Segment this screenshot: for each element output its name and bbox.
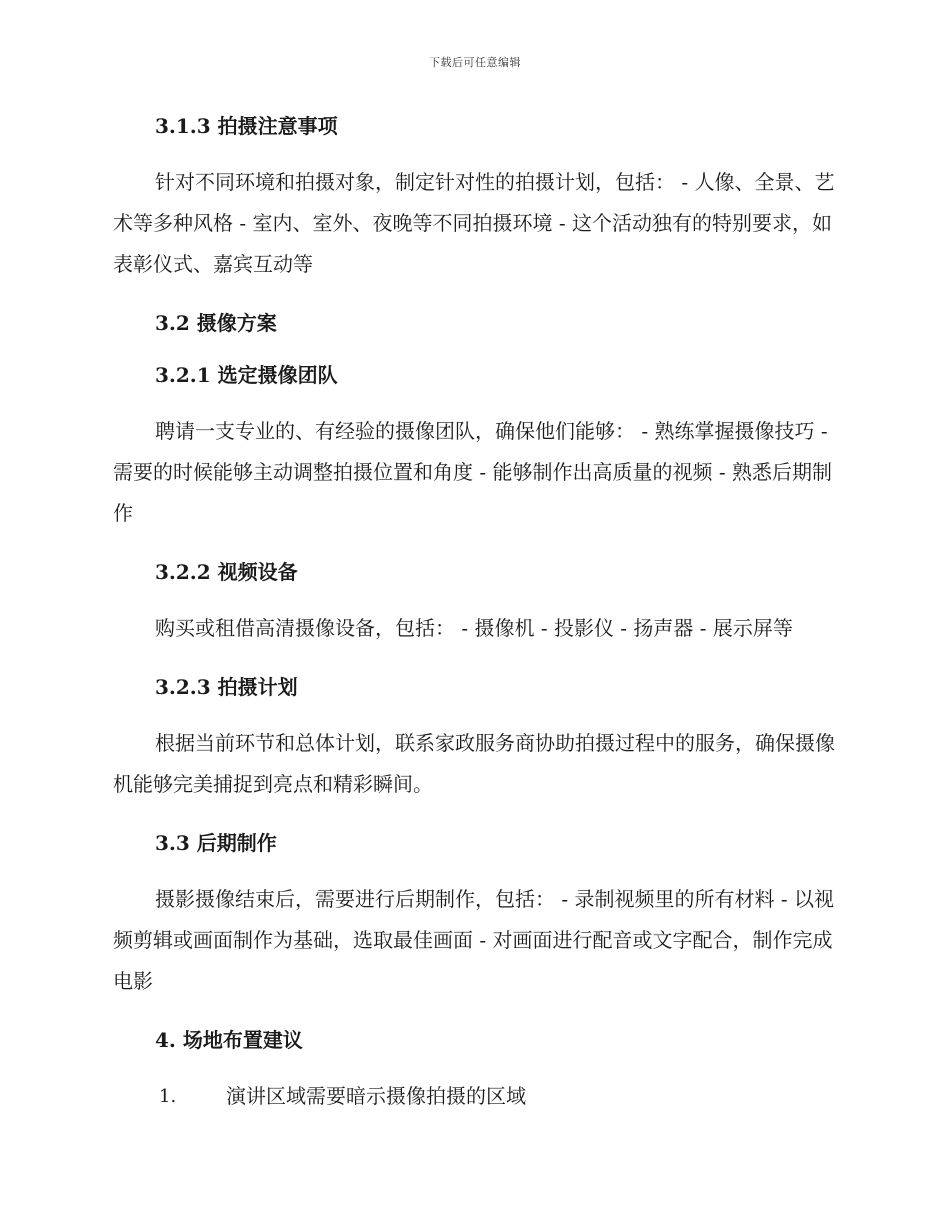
section-3-2-heading: 3.2 摄像方案 — [155, 311, 277, 335]
list-item-text: 演讲区域需要暗示摄像拍摄的区域 — [226, 1084, 526, 1108]
section-3-2-1-paragraph: 聘请一支专业的、有经验的摄像团队，确保他们能够： - 熟练掌握摄像技巧 - 需要的时候能够主动调整拍摄位置和角度 - 能够制作出高质量的视频 - 熟悉后期制作 — [113, 419, 832, 525]
section-3-3-heading: 3.3 后期制作 — [155, 831, 277, 855]
section-3-2-1-heading: 3.2.1 选定摄像团队 — [155, 363, 338, 387]
section-3-2-3-paragraph: 根据当前环节和总体计划，联系家政服务商协助拍摄过程中的服务，确保摄像机能够完美捕捉到亮点和精彩瞬间。 — [113, 731, 835, 796]
header-note: 下载后可任意编辑 — [429, 56, 521, 69]
section-3-2-3-heading: 3.2.3 拍摄计划 — [155, 675, 298, 699]
document-body — [113, 110, 837, 1117]
section-3-1-3-heading: 3.1.3 拍摄注意事项 — [155, 114, 338, 138]
list-item — [113, 1076, 837, 1117]
list-item-number: 1. — [159, 1086, 177, 1107]
section-3-2-2-heading: 3.2.2 视频设备 — [155, 560, 298, 584]
section-3-2-2-paragraph: 购买或租借高清摄像设备，包括： - 摄像机 - 投影仪 - 扬声器 - 展示屏等 — [155, 616, 793, 640]
section-3-1-3-paragraph: 针对不同环境和拍摄对象，制定针对性的拍摄计划，包括： - 人像、全景、艺术等多种风格 - 室内、室外、夜晚等不同拍摄环境 - 这个活动独有的特别要求，如表彰仪式、嘉宾互动等 — [113, 170, 835, 276]
section-3-3-paragraph: 摄影摄像结束后，需要进行后期制作，包括： - 录制视频里的所有材料 - 以视频剪辑或画面制作为基础，选取最佳画面 - 对画面进行配音或文字配合，制作完成电影 — [113, 887, 834, 993]
section-4-heading: 4. 场地布置建议 — [155, 1028, 303, 1052]
